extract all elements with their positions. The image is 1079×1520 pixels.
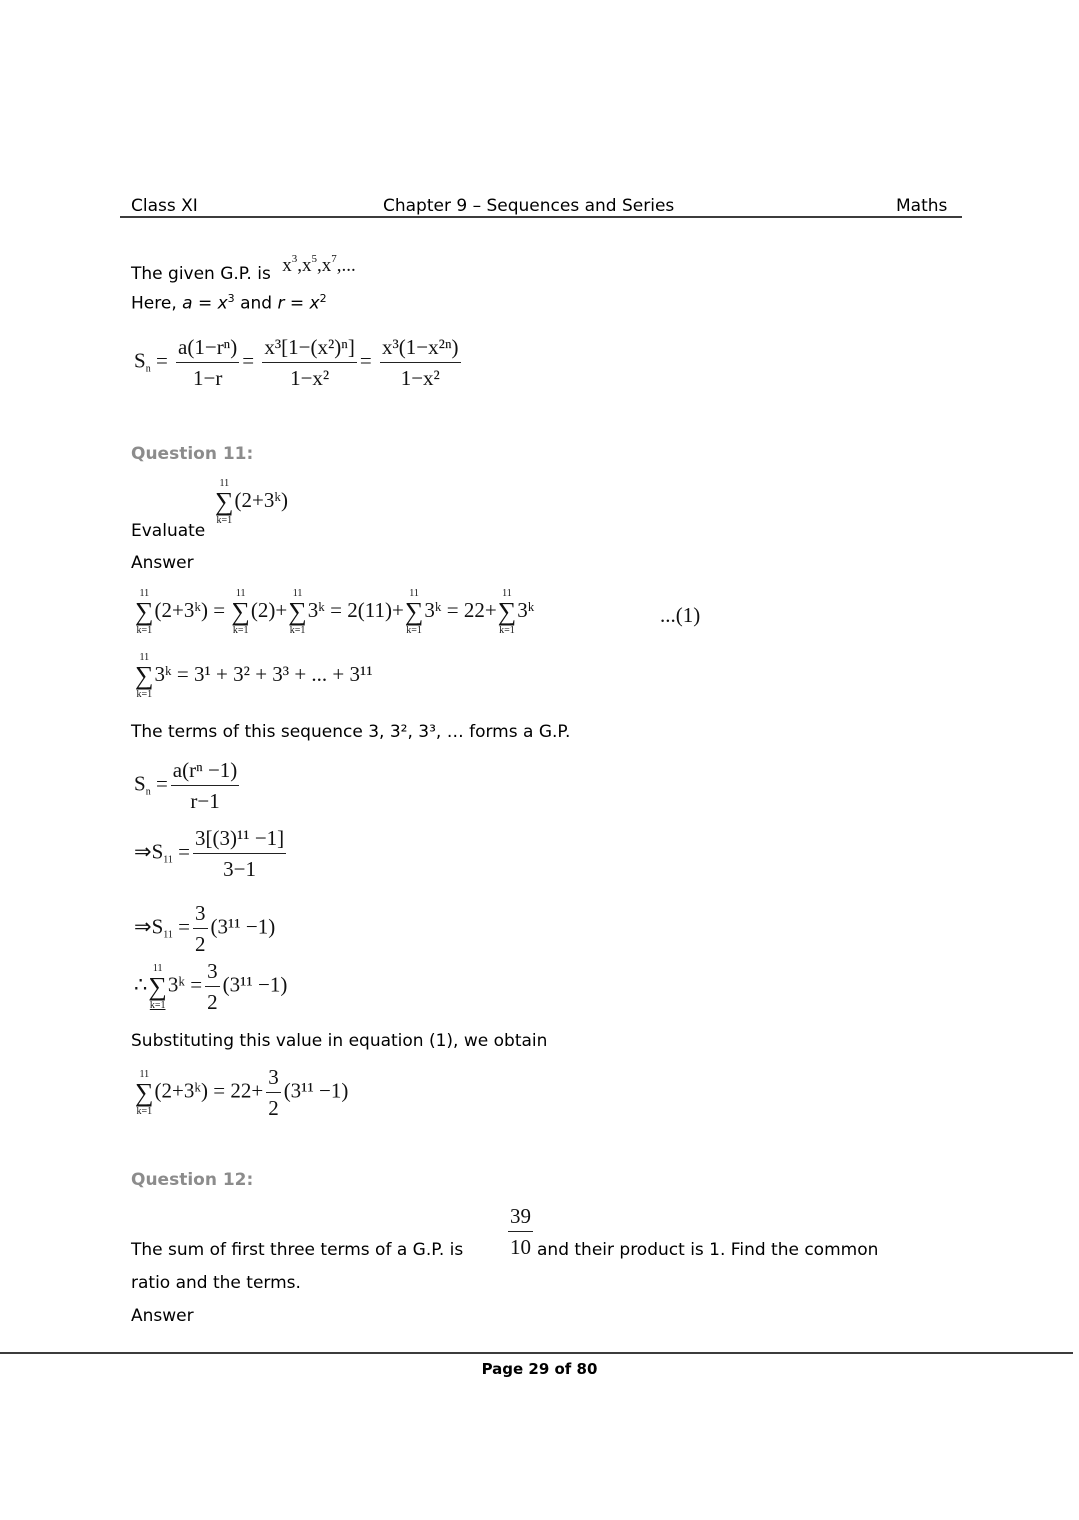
fraction-39-10: $\frac{39}{10}$ <box>510 1204 531 1259</box>
s11-simplified: $\Rightarrow S_{11}$ = $\frac{3}{2}$ (3¹¹ −1) <box>134 901 276 956</box>
answer-label-q12: Answer <box>131 1306 194 1326</box>
therefore-sum-3k: ∴ 11 ∑ k=1 3ᵏ = $\frac{3}{2}$ (3¹¹ −1) <box>134 959 288 1014</box>
page-number: Page 29 of 80 <box>481 1360 598 1378</box>
equation-number-1: ...(1) <box>660 603 701 627</box>
sigma-symbol: 11 ∑ k=1 <box>215 478 234 526</box>
sum-3k-expansion: 11 ∑ k=1 3ᵏ = 3¹ + 3² + 3³ + ... + 3¹¹ <box>135 652 373 700</box>
s11-substitution: $\Rightarrow S_{11}$ = $\frac{\text{3[(3)¹¹ −1]}}{3-1}$ <box>134 826 285 881</box>
gp-sequence-text: The terms of this sequence 3, 3², 3³, … forms a G.P. <box>131 722 571 742</box>
q12-text-after: and their product is 1. Find the common <box>537 1240 879 1260</box>
q12-text-line2: ratio and the terms. <box>131 1273 301 1293</box>
here-a-r-text: Here, $a = x^3$ and $r = x^2$ <box>131 292 327 314</box>
header-class: Class XI <box>131 196 198 216</box>
header-rule <box>120 216 962 218</box>
sn-formula-q11: $S_n$ = $\frac{\text{a(rⁿ −1)}}{r-1}$ <box>134 758 238 813</box>
given-gp-label: The given G.P. is <box>131 264 271 284</box>
given-gp-sequence: $x^3,x^5,x^7$,... <box>282 253 356 276</box>
question-12-title: Question 12: <box>131 1170 254 1190</box>
given-gp-text <box>131 253 356 284</box>
header-chapter: Chapter 9 – Sequences and Series <box>383 196 675 216</box>
question-11-title: Question 11: <box>131 444 254 464</box>
evaluate-label: Evaluate <box>131 521 206 541</box>
substituting-text: Substituting this value in equation (1), we obtain <box>131 1031 548 1051</box>
final-result-q11: 11 ∑ k=1 (2+3ᵏ) = 22+ $\frac{3}{2}$ (3¹¹ −1) <box>135 1065 349 1120</box>
header-subject: Maths <box>896 196 948 216</box>
sum-split-equation: 11 ∑ k=1 (2+3ᵏ) = 11 ∑ k=1 (2)+ 11 ∑ k=1 3ᵏ = 2(11)+ 11 ∑ k=1 3ᵏ = 22+ 11 ∑ k=1 3ᵏ <box>135 588 535 636</box>
sn-formula-q10: $S_n$ = $\frac{\text{a(1−rⁿ)}}{1-r}$ = $\frac{\text{x³[1−(x²)ⁿ]}}{\text{1−x²}}$ = $\frac{\text{x³(1−x²ⁿ)}}{\text{1−x²}}$ <box>134 335 459 390</box>
footer-rule <box>0 1352 1073 1354</box>
q12-text-line1: The sum of first three terms of a G.P. is <box>131 1240 464 1260</box>
evaluate-expression: 11 ∑ k=1 (2+3ᵏ) <box>215 478 289 526</box>
answer-label-q11: Answer <box>131 553 194 573</box>
